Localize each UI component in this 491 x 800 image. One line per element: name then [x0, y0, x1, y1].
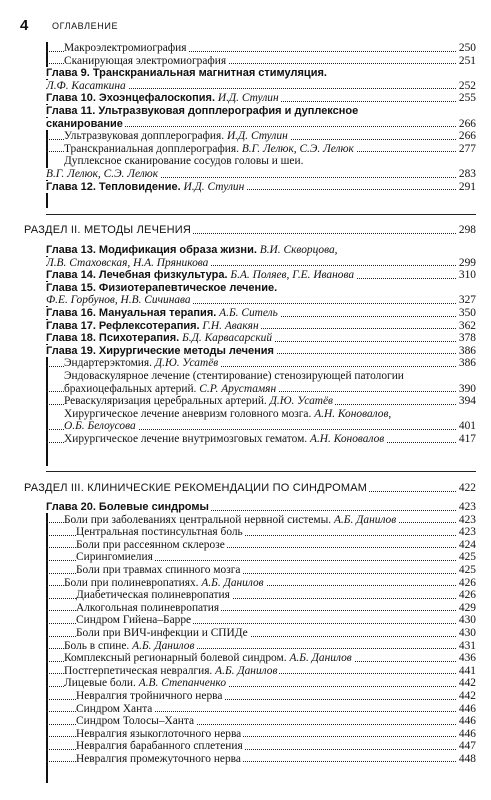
entry-title	[64, 577, 266, 589]
toc-entry	[46, 42, 476, 55]
entry-author: Б.А. Поляев, Г.Е. Иванова	[227, 269, 355, 282]
entry-title	[46, 118, 125, 130]
toc-entry	[46, 420, 476, 433]
entry-page: 446	[456, 703, 476, 716]
entry-page: 424	[456, 539, 476, 552]
toc-entry	[46, 665, 476, 678]
entry-text: Транскраниальная допплерография.	[64, 142, 239, 155]
entry-title	[64, 408, 393, 420]
entry-text: Боль в спине.	[64, 639, 130, 652]
entry-page: 255	[456, 92, 476, 105]
entry-text: Синдром Ханта	[76, 702, 153, 715]
entry-author: В.И. Скворцова,	[256, 244, 338, 256]
running-header	[20, 18, 480, 34]
entry-text: Синдром Гийена–Барре	[76, 614, 192, 627]
toc-entry	[46, 677, 476, 690]
entry-text: Синдром Толосы–Ханта	[76, 715, 195, 728]
entry-page: 386	[456, 357, 476, 370]
entry-text: Ультразвуковая допплерография.	[64, 130, 225, 143]
entry-author: С.Р. Арустамян	[196, 382, 277, 395]
entry-text: Алкогольная полиневропатия	[76, 601, 220, 614]
entry-text: Невралгия барабанного сплетения	[76, 740, 243, 753]
chapter-title: Глава 15. Физиотерапевтическое лечение.	[46, 281, 278, 294]
toc-entry	[46, 357, 476, 370]
toc-entry	[46, 67, 476, 80]
entry-title	[64, 640, 196, 652]
entry-author: А.Б. Ситель	[216, 306, 278, 319]
entry-page: 425	[456, 551, 476, 564]
entry-author: А.Н. Коновалов	[307, 432, 385, 445]
entry-text: Дуплексное сканирование сосудов головы и шеи.	[64, 155, 304, 168]
entry-text: Боли при рассеянном склерозе	[76, 538, 225, 551]
section-heading-2	[24, 224, 476, 237]
entry-title	[76, 614, 193, 626]
toc-entry	[46, 627, 476, 640]
toc-entry	[46, 383, 476, 396]
entry-author: В.Г. Лелюк, С.Э. Лелюк	[238, 142, 354, 155]
chapter-title: Глава 18. Психотерапия.	[46, 332, 180, 345]
entry-page: 423	[456, 501, 476, 514]
entry-text: Боли при ВИЧ-инфекции и СПИДе	[76, 626, 248, 639]
entry-author: И.Д. Стулин	[224, 130, 288, 143]
toc-entry	[46, 118, 476, 131]
entry-title	[46, 307, 280, 319]
entry-title	[76, 715, 196, 727]
entry-text: Боли при полиневропатиях.	[64, 576, 199, 589]
entry-page: 423	[456, 514, 476, 527]
entry-page: 277	[456, 143, 476, 156]
entry-title	[46, 244, 340, 256]
toc-entry	[46, 168, 476, 181]
entry-text: Невралгия языкоглоточного нерва	[76, 727, 242, 740]
chapter-title: Глава 14. Лечебная физкультура.	[46, 269, 228, 282]
entry-page: 446	[456, 715, 476, 728]
entry-title	[46, 269, 356, 281]
entry-title	[46, 67, 329, 79]
entry-author: А.Б. Данилов	[198, 576, 264, 589]
entry-page: 426	[456, 577, 476, 590]
toc-entry	[46, 282, 476, 295]
entry-author: В.Г. Лелюк, С.Э. Лелюк	[46, 167, 159, 180]
entry-author: Д.Ю. Усатёв	[266, 395, 334, 408]
entry-title	[46, 105, 360, 117]
entry-text: Хирургическое лечение внутримозговых гематом.	[64, 432, 308, 445]
toc-entry	[46, 244, 476, 257]
toc-entry	[46, 408, 476, 421]
entry-author: А.Б. Данилов	[212, 664, 278, 677]
entry-title	[64, 420, 138, 432]
entry-title	[46, 320, 261, 332]
toc-entry	[46, 577, 476, 590]
entry-title	[64, 357, 220, 369]
entry-title	[64, 370, 406, 382]
chapter-title: Глава 17. Рефлексотерапия.	[46, 319, 200, 332]
chapter-title: Глава 19. Хирургические методы лечения	[46, 344, 274, 357]
entry-text: Макроэлектромиография	[64, 42, 187, 54]
entry-title	[64, 652, 354, 664]
entry-page: 362	[456, 320, 476, 333]
entry-title	[46, 181, 246, 193]
chapter-title: Глава 11. Ультразвуковая допплерография и дуплексное	[46, 104, 359, 117]
entry-author: Г.Н. Авакян	[199, 319, 259, 332]
toc-entry	[46, 728, 476, 741]
running-title: ОГЛАВЛЕНИЕ	[52, 21, 119, 31]
entry-title	[76, 703, 154, 715]
entry-text: брахиоцефальных артерий.	[64, 382, 197, 395]
entry-title	[46, 294, 193, 306]
entry-title	[76, 589, 232, 601]
toc-entry	[46, 740, 476, 753]
entry-page: 401	[456, 420, 476, 433]
toc-entry	[46, 501, 476, 514]
entry-title	[64, 55, 228, 67]
entry-page: 394	[456, 395, 476, 408]
entry-text: Комплексный регионарный болевой синдром.	[64, 652, 287, 665]
toc-entry	[46, 332, 476, 345]
toc-entry	[46, 257, 476, 270]
entry-text: Постгерпетическая невралгия.	[64, 664, 213, 677]
chapter-title: сканирование	[46, 117, 123, 130]
entry-page: 350	[456, 307, 476, 320]
entry-page: 378	[456, 332, 476, 345]
chapter-title: Глава 12. Тепловидение.	[46, 180, 181, 193]
entry-text: Сирингомиелия	[76, 551, 153, 564]
entry-text: Диабетическая полиневропатия	[76, 589, 230, 602]
entry-title	[64, 383, 278, 395]
entry-author: Д.Ю. Усатёв	[152, 357, 219, 370]
entry-author: А.Н. Коновалов,	[311, 407, 392, 420]
section-heading-3	[24, 482, 476, 495]
section-page: 422	[456, 482, 476, 495]
entry-page: 291	[456, 181, 476, 194]
entry-author: А.В. Степанченко	[135, 677, 227, 690]
entry-page: 436	[456, 652, 476, 665]
toc-entry	[46, 602, 476, 615]
entry-title	[76, 627, 250, 639]
entry-page: 431	[456, 640, 476, 653]
toc-entry	[46, 130, 476, 143]
entry-title	[46, 282, 279, 294]
entry-author: О.Б. Белоусова	[64, 420, 136, 433]
entry-author: И.Д. Стулин	[215, 92, 279, 105]
entry-title	[76, 690, 224, 702]
entry-title	[64, 155, 305, 167]
toc-entry	[46, 589, 476, 602]
entry-page: 425	[456, 564, 476, 577]
entry-text: Боли при травмах спинного мозга	[76, 563, 241, 576]
section-title: РАЗДЕЛ III. КЛИНИЧЕСКИЕ РЕКОМЕНДАЦИИ ПО СИНДРОМАМ	[24, 482, 368, 494]
chapter-title: Глава 9. Транскраниальная магнитная стимуляция.	[46, 67, 327, 80]
entry-title	[76, 602, 221, 614]
toc-entry	[46, 539, 476, 552]
toc-entry	[46, 690, 476, 703]
toc-entry	[46, 345, 476, 358]
chapter-title: Глава 13. Модификация образа жизни.	[46, 244, 257, 256]
entry-title	[76, 728, 243, 740]
toc-entry	[46, 640, 476, 653]
entry-text: Боли при заболеваниях центральной нервной системы.	[64, 513, 332, 526]
toc-entry	[46, 551, 476, 564]
entry-page: 417	[456, 433, 476, 446]
chapter-title: Глава 16. Мануальная терапия.	[46, 306, 217, 319]
toc-entry	[46, 370, 476, 383]
entry-text: Сканирующая электромиография	[64, 54, 227, 67]
entry-page: 390	[456, 383, 476, 396]
toc-entry	[46, 307, 476, 320]
toc-entry	[46, 105, 476, 118]
section-divider	[46, 214, 476, 215]
entry-title	[64, 395, 335, 407]
entry-title	[46, 80, 128, 92]
chapter-title: Глава 20. Болевые синдромы	[46, 501, 209, 513]
entry-text: Хирургическое лечение аневризм головного мозга.	[64, 407, 312, 420]
entry-title	[46, 345, 276, 357]
toc-entry	[46, 143, 476, 156]
entry-title	[76, 753, 243, 765]
toc-block-part2	[46, 244, 476, 446]
entry-title	[46, 168, 160, 180]
entry-page: 250	[456, 42, 476, 55]
toc-entry	[46, 715, 476, 728]
entry-author: Л.В. Стаховская, Н.А. Пряникова	[46, 256, 209, 269]
entry-author: Ф.Е. Горбунов, Н.В. Сичинава	[46, 294, 191, 307]
entry-text: Эндартерэктомия.	[64, 357, 152, 370]
entry-author: Б.Д. Карвасарский	[179, 332, 273, 345]
entry-author: А.Б. Данилов	[286, 652, 352, 665]
entry-page: 447	[456, 740, 476, 753]
entry-text: Эндоваскулярное лечение (стентирование) стенозирующей патологии	[64, 369, 404, 382]
entry-title	[46, 257, 210, 269]
entry-title	[46, 501, 211, 513]
entry-title	[76, 539, 227, 551]
toc-entry	[46, 92, 476, 105]
toc-entry	[46, 294, 476, 307]
entry-title	[76, 740, 245, 752]
entry-page: 310	[456, 269, 476, 282]
toc-entry	[46, 155, 476, 168]
entry-author: А.Б. Данилов	[129, 639, 195, 652]
entry-page: 430	[456, 627, 476, 640]
toc-entry	[46, 703, 476, 716]
entry-title	[64, 665, 279, 677]
section-divider	[46, 471, 476, 472]
entry-page: 252	[456, 80, 476, 93]
entry-page: 441	[456, 665, 476, 678]
entry-page: 426	[456, 589, 476, 602]
entry-page: 442	[456, 677, 476, 690]
entry-page: 446	[456, 728, 476, 741]
toc-block-part3	[46, 501, 476, 765]
toc-entry	[46, 181, 476, 194]
toc-entry	[46, 564, 476, 577]
entry-title	[64, 677, 228, 689]
toc-entry	[46, 395, 476, 408]
entry-title	[46, 332, 274, 344]
toc-entry	[46, 80, 476, 93]
entry-title	[46, 92, 281, 104]
toc-entry	[46, 514, 476, 527]
entry-title	[76, 564, 242, 576]
entry-page: 448	[456, 753, 476, 766]
entry-page: 283	[456, 168, 476, 181]
section-page: 298	[456, 224, 476, 237]
section-title: РАЗДЕЛ II. МЕТОДЫ ЛЕЧЕНИЯ	[24, 224, 192, 236]
toc-entry	[46, 269, 476, 282]
page-number: 4	[20, 17, 29, 34]
entry-page: 299	[456, 257, 476, 270]
entry-title	[64, 42, 188, 54]
entry-page: 266	[456, 130, 476, 143]
toc-block-part1	[46, 42, 476, 193]
entry-author: А.Б. Данилов	[331, 513, 397, 526]
entry-page: 429	[456, 602, 476, 615]
toc-entry	[46, 753, 476, 766]
toc-entry	[46, 433, 476, 446]
entry-page: 442	[456, 690, 476, 703]
entry-title	[76, 526, 245, 538]
chapter-title: Глава 10. Эхоэнцефалоскопия.	[46, 92, 216, 105]
entry-title	[64, 130, 290, 142]
entry-page: 327	[456, 294, 476, 307]
entry-text: Реваскуляризация церебральных артерий.	[64, 395, 267, 408]
entry-page: 266	[456, 118, 476, 131]
toc-entry	[46, 55, 476, 68]
entry-page: 251	[456, 55, 476, 68]
entry-page: 423	[456, 526, 476, 539]
entry-author: И.Д. Стулин	[180, 180, 245, 193]
entry-title	[76, 551, 155, 563]
toc-entry	[46, 652, 476, 665]
entry-title	[64, 514, 398, 526]
entry-author: Л.Ф. Касаткина	[46, 79, 126, 92]
entry-title	[64, 143, 356, 155]
entry-page: 386	[456, 345, 476, 358]
entry-text: Лицевые боли.	[64, 677, 136, 690]
entry-text: Невралгия тройничного нерва	[76, 689, 223, 702]
toc-entry	[46, 320, 476, 333]
entry-text: Невралгия промежуточного нерва	[76, 752, 241, 765]
entry-title	[64, 433, 386, 445]
entry-text: Центральная постинсультная боль	[76, 526, 243, 539]
toc-entry	[46, 614, 476, 627]
toc-entry	[46, 526, 476, 539]
entry-page: 430	[456, 614, 476, 627]
